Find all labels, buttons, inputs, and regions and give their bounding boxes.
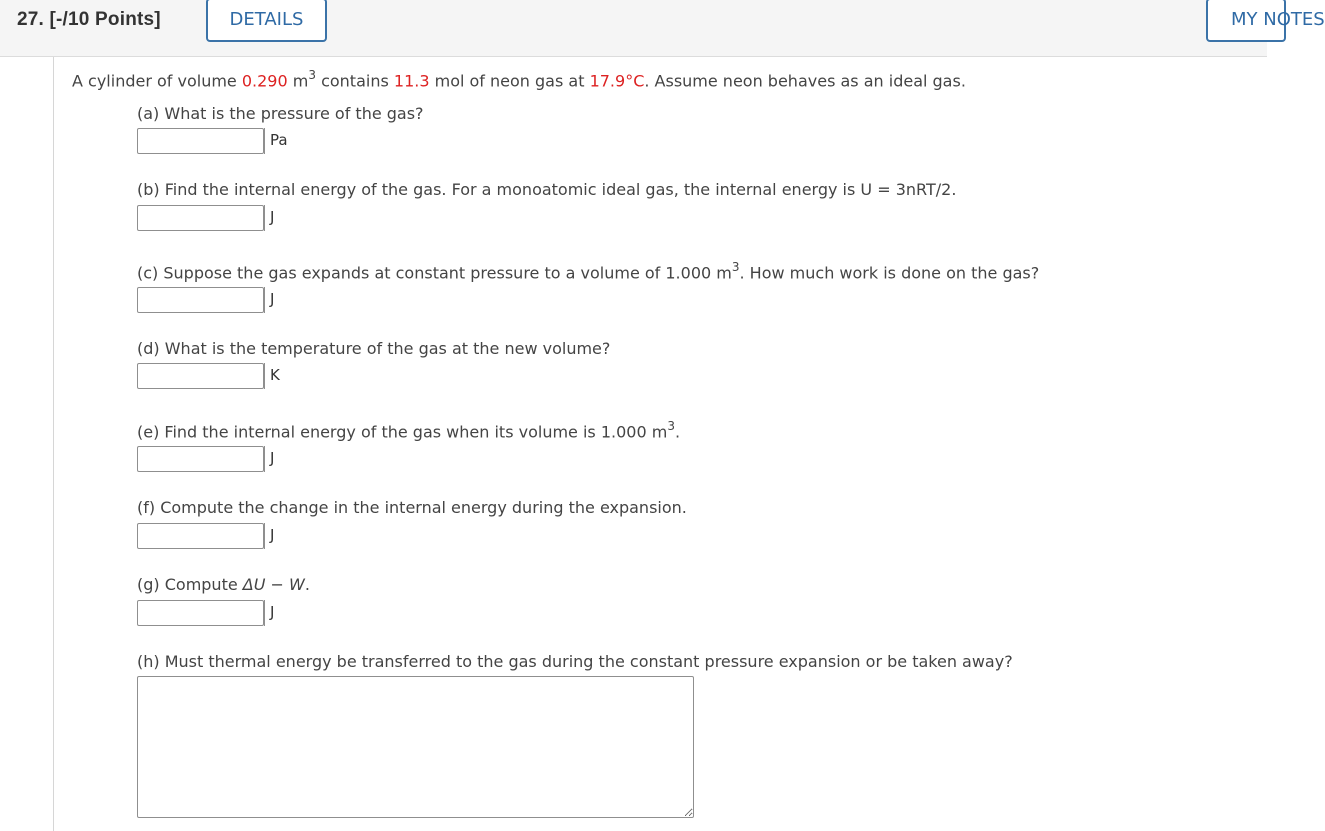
question-h-text: (h) Must thermal energy be transferred to the gas during the constant pressure expansion or be taken away? xyxy=(137,652,1013,671)
intro-text: mol of neon gas at xyxy=(429,71,590,91)
volume-value: 0.290 xyxy=(241,71,288,91)
answer-a-unit: Pa xyxy=(264,128,288,154)
intro-text: . Assume neon behaves as an ideal gas. xyxy=(644,71,966,91)
question-c-label: (c) Suppose the gas expands at constant pressure to a volume of 1.000 m xyxy=(137,263,732,283)
question-e-label-end: . xyxy=(674,422,681,442)
content-left-rule xyxy=(53,57,54,831)
question-c-exponent: 3 xyxy=(731,260,740,274)
question-c-label-end: . How much work is done on the gas? xyxy=(739,263,1040,283)
answer-b-unit: J xyxy=(264,205,274,231)
question-f-text: (f) Compute the change in the internal energy during the expansion. xyxy=(137,498,687,517)
question-header xyxy=(0,0,1325,57)
answer-f-input[interactable] xyxy=(137,523,264,549)
answer-c-unit: J xyxy=(264,287,274,313)
question-a-text: (a) What is the pressure of the gas? xyxy=(137,104,424,123)
question-b-text: (b) Find the internal energy of the gas. For a monoatomic ideal gas, the internal energy is U = 3nRT/2. xyxy=(137,180,957,199)
question-e-label: (e) Find the internal energy of the gas when its volume is 1.000 m xyxy=(137,422,668,442)
question-g-label: (g) Compute xyxy=(137,575,243,594)
answer-e-unit: J xyxy=(264,446,274,472)
answer-d-input[interactable] xyxy=(137,363,264,389)
temperature-value: 17.9°C xyxy=(589,71,645,91)
answer-b-input[interactable] xyxy=(137,205,264,231)
question-e-exponent: 3 xyxy=(667,419,675,433)
question-g-math: ΔU − W xyxy=(242,575,305,594)
moles-value: 11.3 xyxy=(393,71,430,91)
intro-unit: m xyxy=(287,71,309,91)
answer-f-unit: J xyxy=(264,523,274,549)
intro-unit-exponent: 3 xyxy=(308,68,316,82)
answer-d-unit: K xyxy=(264,363,280,389)
question-e-text xyxy=(137,420,680,441)
question-g-text xyxy=(137,575,310,594)
answer-c-input[interactable] xyxy=(137,287,264,313)
intro-text: A cylinder of volume xyxy=(72,71,242,91)
problem-statement xyxy=(72,69,966,90)
intro-text: contains xyxy=(315,71,394,91)
my-notes-button[interactable]: MY NOTES xyxy=(1206,0,1286,42)
question-c-text xyxy=(137,261,1039,282)
answer-g-input[interactable] xyxy=(137,600,264,626)
details-button[interactable]: DETAILS xyxy=(206,0,327,42)
question-number: 27. [-/10 Points] xyxy=(17,9,161,30)
answer-a-input[interactable] xyxy=(137,128,264,154)
answer-g-unit: J xyxy=(264,600,274,626)
answer-e-input[interactable] xyxy=(137,446,264,472)
question-d-text: (d) What is the temperature of the gas at the new volume? xyxy=(137,339,611,358)
answer-h-textarea[interactable] xyxy=(137,676,694,818)
question-g-label-end: . xyxy=(304,575,310,594)
